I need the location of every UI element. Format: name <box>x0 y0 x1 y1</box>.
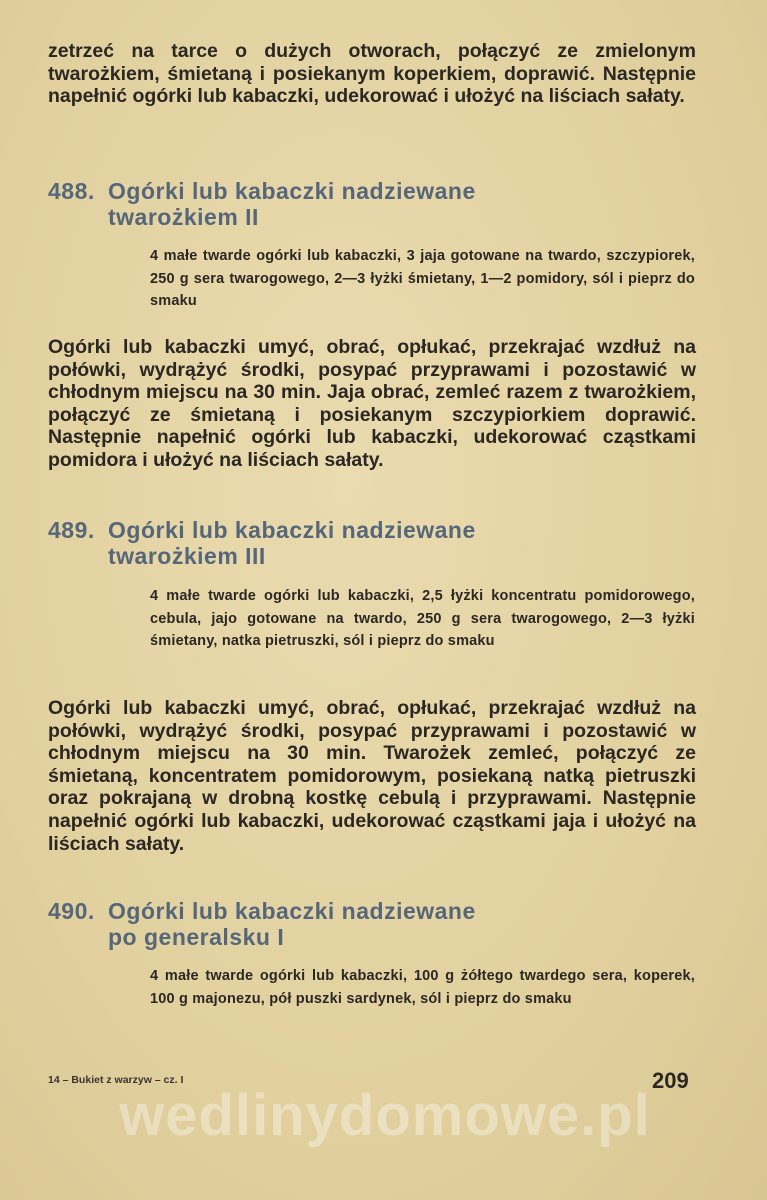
recipe-number: 489. <box>48 517 95 543</box>
recipe-490-ingredients: 4 małe twarde ogórki lub kabaczki, 100 g żółtego twardego sera, koperek, 100 g majonezu, pół puszki sardynek, sól i pieprz do smaku <box>150 968 695 1007</box>
intro-paragraph: zetrzeć na tarce o dużych otworach, połączyć ze zmielonym twarożkiem, śmietaną i posiekanym koperkiem, doprawić. Następnie napełnić ogórki lub kabaczki, udekorować i ułożyć na liściach sałaty. <box>48 40 696 108</box>
recipe-488-instructions: Ogórki lub kabaczki umyć, obrać, opłukać, przekrajać wzdłuż na połówki, wydrążyć środki, posypać przyprawami i pozostawić w chłodnym miejscu na 30 min. Jaja obrać, zemleć razem z twarożkiem, połączyć ze śmietaną i posiekanym szczypiorkiem doprawić. Następnie napełnić ogórki lub kabaczki, udekorować cząstkami pomidora i ułożyć na liściach sałaty. <box>48 336 696 471</box>
recipe-title-line1: Ogórki lub kabaczki nadziewane <box>108 178 476 204</box>
recipe-490-heading <box>48 898 476 950</box>
recipe-489-instructions: Ogórki lub kabaczki umyć, obrać, opłukać, przekrajać wzdłuż na połówki, wydrążyć środki, posypać przyprawami i pozostawić w chłodnym miejscu na 30 min. Twarożek zemleć, połączyć ze śmietaną, koncentratem pomidorowym, posiekaną natką pietruszki oraz pokrajaną w drobną kostkę cebulą i przyprawami. Następnie napełnić ogórki lub kabaczki, udekorować cząstkami jaja i ułożyć na liściach sałaty. <box>48 697 696 855</box>
recipe-488-ingredients: 4 małe twarde ogórki lub kabaczki, 3 jaja gotowane na twardo, szczypiorek, 250 g sera twarogowego, 2—3 łyżki śmietany, 1—2 pomidory, sól i pieprz do smaku <box>150 248 695 309</box>
recipe-title-line2: po generalsku I <box>108 924 285 950</box>
page-number: 209 <box>652 1068 689 1093</box>
recipe-489-ingredients: 4 małe twarde ogórki lub kabaczki, 2,5 łyżki koncentratu pomidorowego, cebula, jajo gotowane na twardo, 250 g sera twarogowego, 2—3 łyżki śmietany, natka pietruszki, sól i pieprz do smaku <box>150 588 695 649</box>
recipe-title-line2: twarożkiem III <box>108 543 266 569</box>
recipe-number: 490. <box>48 898 95 924</box>
watermark: wedlinydomowe.pl <box>119 1083 651 1148</box>
recipe-number: 488. <box>48 178 95 204</box>
recipe-488-heading <box>48 178 476 230</box>
recipe-489-heading <box>48 517 476 569</box>
recipe-title-line1: Ogórki lub kabaczki nadziewane <box>108 517 476 543</box>
recipe-title-line2: twarożkiem II <box>108 204 259 230</box>
recipe-title-line1: Ogórki lub kabaczki nadziewane <box>108 898 476 924</box>
footer-signature: 14 – Bukiet z warzyw – cz. I <box>48 1074 184 1086</box>
